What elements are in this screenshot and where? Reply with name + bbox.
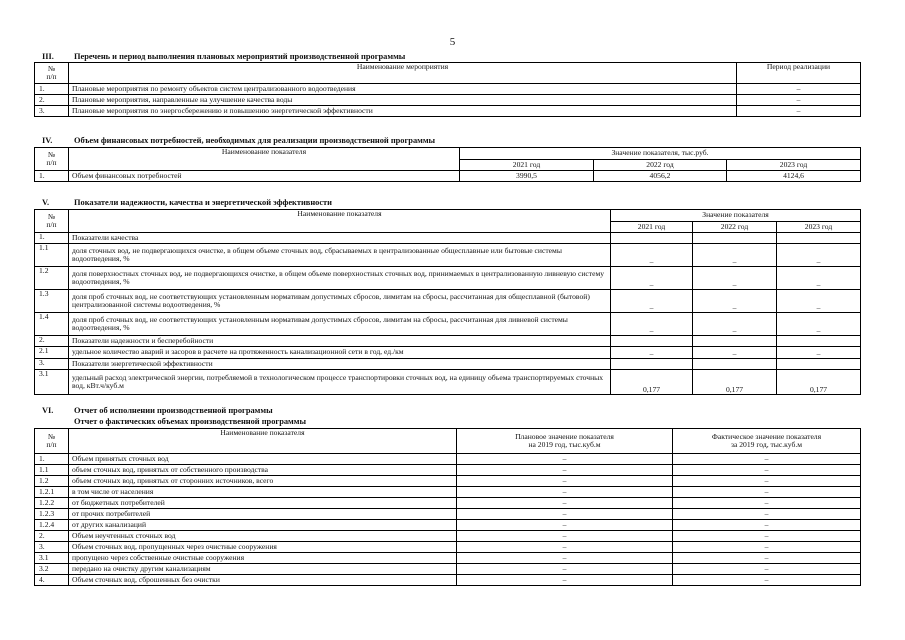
table-row: [35, 498, 861, 509]
row-no: 2.1: [35, 347, 69, 359]
row-indicator-name: от прочих потребителей: [69, 509, 457, 520]
row-no: 2.: [35, 95, 69, 106]
header-fact-2019: Фактическое значение показателя за 2019 год, тыс.куб.м: [673, 429, 861, 454]
row-no: 1.2: [35, 476, 69, 487]
value-2021: [611, 359, 693, 370]
table-row: [35, 542, 861, 553]
table-row: [35, 370, 861, 395]
value-2021: 3990,5: [460, 171, 594, 182]
value-2022: –: [693, 290, 777, 313]
table-row: [35, 520, 861, 531]
row-indicator-name: Показатели энергетической эффективности: [69, 359, 611, 370]
row-indicator-name: доля сточных вод, не подвергающихся очистке, в общем объеме сточных вод, сбрасываемых в централизованные общесплавные или бытовые системы водоотведения, %: [69, 244, 611, 267]
row-no: 3.1: [35, 553, 69, 564]
value-2022: –: [693, 244, 777, 267]
header-indicator-name: Наименование показателя: [69, 429, 457, 454]
value-fact: –: [673, 553, 861, 564]
value-fact: –: [673, 520, 861, 531]
row-name: Объем финансовых потребностей: [69, 171, 460, 182]
header-plan-2019: Плановое значение показателя на 2019 год, тыс.куб.м: [457, 429, 673, 454]
row-indicator-name: удельный расход электрической энергии, потребляемой в технологическом процессе транспортировки сточных вод, на единицу объема транспортируемых сточных вод, кВт.ч/куб.м: [69, 370, 611, 395]
row-period: –: [737, 106, 861, 117]
value-2023: [777, 359, 861, 370]
value-fact: –: [673, 542, 861, 553]
row-no: 3.: [35, 359, 69, 370]
row-indicator-name: Показатели надежности и бесперебойности: [69, 336, 611, 347]
value-2021: –: [611, 290, 693, 313]
table-row: [35, 476, 861, 487]
table-row: [35, 244, 861, 267]
value-2023: –: [777, 347, 861, 359]
table-row: [35, 106, 861, 117]
section-v-roman: V.: [42, 198, 50, 207]
header-year-2023: 2023 год: [777, 222, 861, 233]
row-period: –: [737, 95, 861, 106]
page-number: 5: [449, 36, 456, 48]
value-plan: –: [457, 542, 673, 553]
row-no: 1.3: [35, 290, 69, 313]
value-2022: 0,177: [693, 370, 777, 395]
value-plan: –: [457, 531, 673, 542]
row-period: –: [737, 84, 861, 95]
value-fact: –: [673, 454, 861, 465]
table-row: [35, 487, 861, 498]
row-indicator-name: Объем неучтенных сточных вод: [69, 531, 457, 542]
row-activity-name: Плановые мероприятия по ремонту объектов систем централизованного водоотведения: [69, 84, 737, 95]
table-row: [35, 575, 861, 586]
section-iv-heading: [42, 136, 435, 145]
value-plan: –: [457, 520, 673, 531]
header-year-2023: 2023 год: [727, 160, 861, 171]
row-indicator-name: доля проб сточных вод, не соответствующих установленным нормативам допустимых сбросов, лимитам на сбросы, рассчитанная для общесплавной (бытовой) централизованной системы водоотведения, %: [69, 290, 611, 313]
value-2022: –: [693, 267, 777, 290]
value-fact: –: [673, 465, 861, 476]
row-indicator-name: удельное количество аварий и засоров в расчете на протяженность канализационной сети в год, ед./км: [69, 347, 611, 359]
value-2023: [777, 233, 861, 244]
row-no: 1.4: [35, 313, 69, 336]
value-2022: –: [693, 347, 777, 359]
section-vi-title: Отчет об исполнении производственной программы: [74, 406, 273, 415]
row-no: 1.2: [35, 267, 69, 290]
value-fact: –: [673, 531, 861, 542]
row-no: 1.1: [35, 244, 69, 267]
header-indicator-name: Наименование показателя: [69, 210, 611, 233]
value-2021: 0,177: [611, 370, 693, 395]
header-year-2022: 2022 год: [693, 222, 777, 233]
row-indicator-name: объем сточных вод, принятых от собственного производства: [69, 465, 457, 476]
value-fact: –: [673, 575, 861, 586]
value-2022: –: [693, 313, 777, 336]
section-v-title: Показатели надежности, качества и энергетической эффективности: [74, 198, 332, 207]
row-no: 3.: [35, 106, 69, 117]
table-reliability-indicators: [34, 209, 861, 395]
row-no: 1.: [35, 84, 69, 95]
row-indicator-name: в том числе от населения: [69, 487, 457, 498]
row-no: 3.: [35, 542, 69, 553]
row-indicator-name: пропущено через собственные очистные сооружения: [69, 553, 457, 564]
header-year-2021: 2021 год: [460, 160, 594, 171]
value-2022: [693, 336, 777, 347]
section-iii-heading: [42, 52, 405, 61]
value-2023: –: [777, 290, 861, 313]
row-no: 1.: [35, 454, 69, 465]
row-indicator-name: Объем принятых сточных вод: [69, 454, 457, 465]
header-activity-name: Наименование мероприятия: [69, 63, 737, 84]
row-indicator-name: объем сточных вод, принятых от сторонних источников, всего: [69, 476, 457, 487]
row-activity-name: Плановые мероприятия по энергосбережению и повышению энергетической эффективности: [69, 106, 737, 117]
value-2023: 0,177: [777, 370, 861, 395]
row-activity-name: Плановые мероприятия, направленные на улучшение качества воды: [69, 95, 737, 106]
header-value: Значение показателя: [611, 210, 861, 222]
row-no: 1.2.4: [35, 520, 69, 531]
header-indicator-name: Наименование показателя: [69, 148, 460, 171]
value-2023: –: [777, 267, 861, 290]
value-2021: –: [611, 244, 693, 267]
header-no: № п/п: [35, 63, 69, 84]
table-row: [35, 84, 861, 95]
value-fact: –: [673, 509, 861, 520]
row-indicator-name: передано на очистку другим канализациям: [69, 564, 457, 575]
table-row: [35, 454, 861, 465]
value-2023: –: [777, 313, 861, 336]
row-no: 4.: [35, 575, 69, 586]
value-fact: –: [673, 564, 861, 575]
section-vi-subtitle: Отчет о фактических объемах производственной программы: [74, 417, 306, 426]
row-indicator-name: от бюджетных потребителей: [69, 498, 457, 509]
header-year-2021: 2021 год: [611, 222, 693, 233]
value-plan: –: [457, 564, 673, 575]
value-2023: –: [777, 244, 861, 267]
row-no: 2.: [35, 531, 69, 542]
table-row: [35, 553, 861, 564]
table-row: [35, 531, 861, 542]
table-row: [35, 171, 861, 182]
value-2021: [611, 336, 693, 347]
table-financial-needs: [34, 147, 861, 182]
value-plan: –: [457, 465, 673, 476]
row-indicator-name: Объем сточных вод, сброшенных без очистки: [69, 575, 457, 586]
value-plan: –: [457, 487, 673, 498]
section-iv-title: Объем финансовых потребностей, необходимых для реализации производственной программы: [74, 136, 436, 145]
header-year-2022: 2022 год: [594, 160, 727, 171]
header-period: Период реализации: [737, 63, 861, 84]
row-no: 1.1: [35, 465, 69, 476]
value-fact: –: [673, 498, 861, 509]
value-plan: –: [457, 454, 673, 465]
table-row: [35, 564, 861, 575]
value-2021: –: [611, 347, 693, 359]
row-indicator-name: от других канализаций: [69, 520, 457, 531]
row-no: 2.: [35, 336, 69, 347]
table-row: [35, 359, 861, 370]
row-no: 1.2.1: [35, 487, 69, 498]
row-no: 3.2: [35, 564, 69, 575]
table-row: [35, 233, 861, 244]
value-2021: –: [611, 313, 693, 336]
table-row: [35, 336, 861, 347]
value-plan: –: [457, 509, 673, 520]
section-iv-roman: IV.: [42, 136, 53, 145]
section-iii-title: Перечень и период выполнения плановых мероприятий производственной программы: [74, 52, 406, 61]
table-actual-volumes: [34, 428, 861, 586]
value-2022: [693, 233, 777, 244]
value-2022: [693, 359, 777, 370]
table-row: [35, 509, 861, 520]
table-row: [35, 267, 861, 290]
value-2023: [777, 336, 861, 347]
row-no: 3.1: [35, 370, 69, 395]
table-row: [35, 95, 861, 106]
section-vi-heading: [42, 406, 273, 415]
section-vi-roman: VI.: [42, 406, 54, 415]
value-plan: –: [457, 575, 673, 586]
value-fact: –: [673, 476, 861, 487]
row-no: 1.2.3: [35, 509, 69, 520]
header-no: № п/п: [35, 148, 69, 171]
value-plan: –: [457, 553, 673, 564]
table-row: [35, 465, 861, 476]
section-v-heading: [42, 198, 332, 207]
value-2021: [611, 233, 693, 244]
row-indicator-name: Показатели качества: [69, 233, 611, 244]
table-row: [35, 347, 861, 359]
row-indicator-name: доля поверхностных сточных вод, не подвергающихся очистке, в общем объеме поверхностных сточных вод, принимаемых в централизованную ливневую систему водоотведения, %: [69, 267, 611, 290]
row-no: 1.2.2: [35, 498, 69, 509]
section-iii-roman: III.: [42, 52, 54, 61]
value-fact: –: [673, 487, 861, 498]
value-2023: 4124,6: [727, 171, 861, 182]
row-indicator-name: Объем сточных вод, пропущенных через очистные сооружения: [69, 542, 457, 553]
value-plan: –: [457, 498, 673, 509]
value-plan: –: [457, 476, 673, 487]
row-no: 1.: [35, 171, 69, 182]
value-2021: –: [611, 267, 693, 290]
header-no: № п/п: [35, 210, 69, 233]
header-value: Значение показателя, тыс.руб.: [460, 148, 861, 160]
row-no: 1.: [35, 233, 69, 244]
table-row: [35, 313, 861, 336]
row-indicator-name: доля проб сточных вод, не соответствующих установленным нормативам допустимых сбросов, лимитам на сбросы, рассчитанная для ливневой системы водоотведения, %: [69, 313, 611, 336]
value-2022: 4056,2: [594, 171, 727, 182]
table-activities: [34, 62, 861, 117]
table-row: [35, 290, 861, 313]
header-no: № п/п: [35, 429, 69, 454]
